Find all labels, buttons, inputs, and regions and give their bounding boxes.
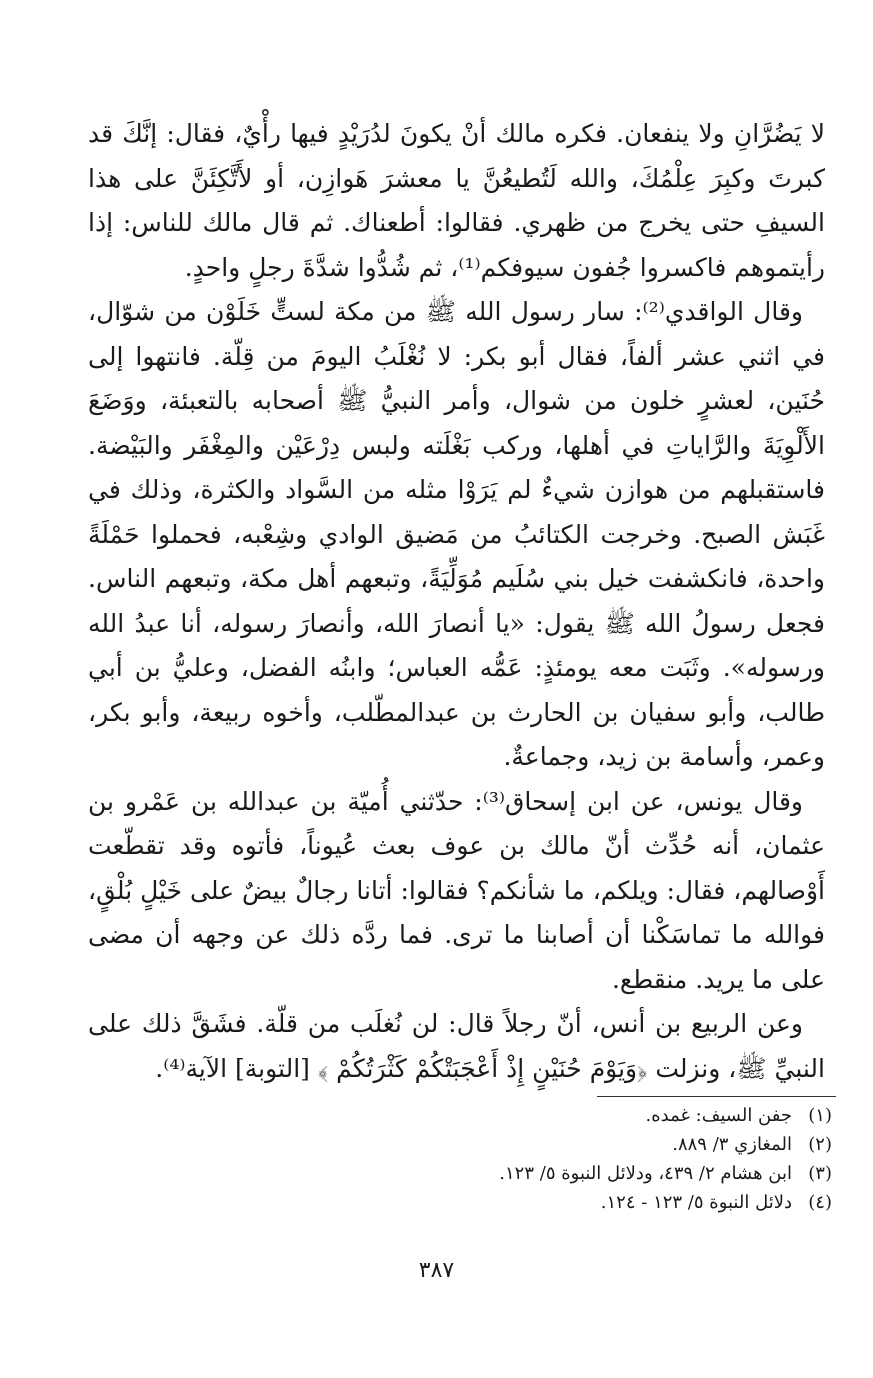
footnote-number: (٤) [808,1192,832,1213]
footnotes [232,1101,832,1217]
footnote-number: (٢) [808,1134,832,1155]
footnote-divider [597,1096,836,1097]
paragraph-2: وقال الواقدي⁽²⁾: سار رسول الله ﷺ من مكة لستٍّ خَلَوْن من شوّال، في اثني عشر ألفاً، فقال أبو بكر: لا نُغْلَبُ اليومَ من قِلّة. فانتهوا إلى حُنَين، لعشرٍ خلون من شوال، وأمر النبيُّ ﷺ أصحابه بالتعبئة، ووَضَعَ الأَلْوِيَةَ والرَّاياتِ في أهلها، وركب بَغْلَته ولبس دِرْعَيْن والمِغْفَر والبَيْضة. فاستقبلهم من هوازن شيءٌ لم يَرَوْا مثله من السَّواد والكثرة، وذلك في غَبَش الصبح. وخرجت الكتائبُ من مَضيق الوادي وشِعْبه، فحملوا حَمْلَةً واحدة، فانكشفت خيل بني سُلَيم مُوَلِّيَةً، وتبعهم أهل مكة، وتبعهم الناس. فجعل رسولُ الله ﷺ يقول: «يا أنصارَ الله، وأنصارَ رسوله، أنا عبدُ الله ورسوله». وثَبَت معه يومئذٍ: عَمُّه العباس؛ وابنُه الفضل، وعليُّ بن أبي طالب، وأبو سفيان بن الحارث بن عبدالمطّلب، وأخوه ربيعة، وأبو بكر، وعمر، وأسامة بن زيد، وجماعةٌ. [88,297,825,771]
footnote-text: جفن السيف: غمده. [645,1105,792,1126]
footnote-text: دلائل النبوة ٥/ ١٢٣ - ١٢٤. [600,1192,792,1213]
footnote-text: ابن هشام ٢/ ٤٣٩، ودلائل النبوة ٥/ ١٢٣. [499,1163,792,1184]
paragraph-1: لا يَضُرَّانِ ولا ينفعان. فكره مالك أنْ يكونَ لدُرَيْدٍ فيها رأْيٌ، فقال: إنَّكَ قد كبرتَ وكبِرَ عِلْمُكَ، والله لَتُطيعُنَّ يا معشرَ هَوازِن، أو لأَتَّكِئَنَّ على هذا السيفِ حتى يخرج من ظهري. فقالوا: أطعناك. ثم قال مالك للناس: إذا رأيتموهم فاكسروا جُفون سيوفكم⁽¹⁾، ثم شُدُّوا شدَّةَ رجلٍ واحدٍ. [88,119,825,282]
footnote-2 [232,1130,832,1159]
footnote-1 [232,1101,832,1130]
footnote-text: المغازي ٣/ ٨٨٩. [672,1134,792,1155]
footnote-4 [232,1188,832,1217]
page-number: ٣٨٧ [418,1258,455,1283]
paragraph-3: وقال يونس، عن ابن إسحاق⁽³⁾: حدّثني أُميّة بن عبدالله بن عَمْرو بن عثمان، أنه حُدِّث أنّ مالك بن عوف بعث عُيوناً، فأتوه وقد تقطّعت أَوْصالهم، فقال: ويلكم، ما شأنكم؟ فقالوا: أتانا رجالٌ بيضٌ على خَيْلٍ بُلْقٍ، فوالله ما تماسَكْنا أن أصابنا ما ترى. فما ردَّه ذلك عن وجهه أن مضى على ما يريد. منقطع. [88,786,825,994]
footnote-3 [232,1159,832,1188]
footnote-number: (٣) [808,1163,832,1184]
paragraph-4: وعن الربيع بن أنس، أنّ رجلاً قال: لن نُغلَب من قلّة. فشَقَّ ذلك على النبيِّ ﷺ، ونزلت ﴿وَيَوْمَ حُنَيْنٍ إِذْ أَعْجَبَتْكُمْ كَثْرَتُكُمْ ﴾ [التوبة] الآية⁽⁴⁾. [88,1009,825,1083]
footnote-number: (١) [808,1105,832,1126]
main-text [88,112,825,1091]
